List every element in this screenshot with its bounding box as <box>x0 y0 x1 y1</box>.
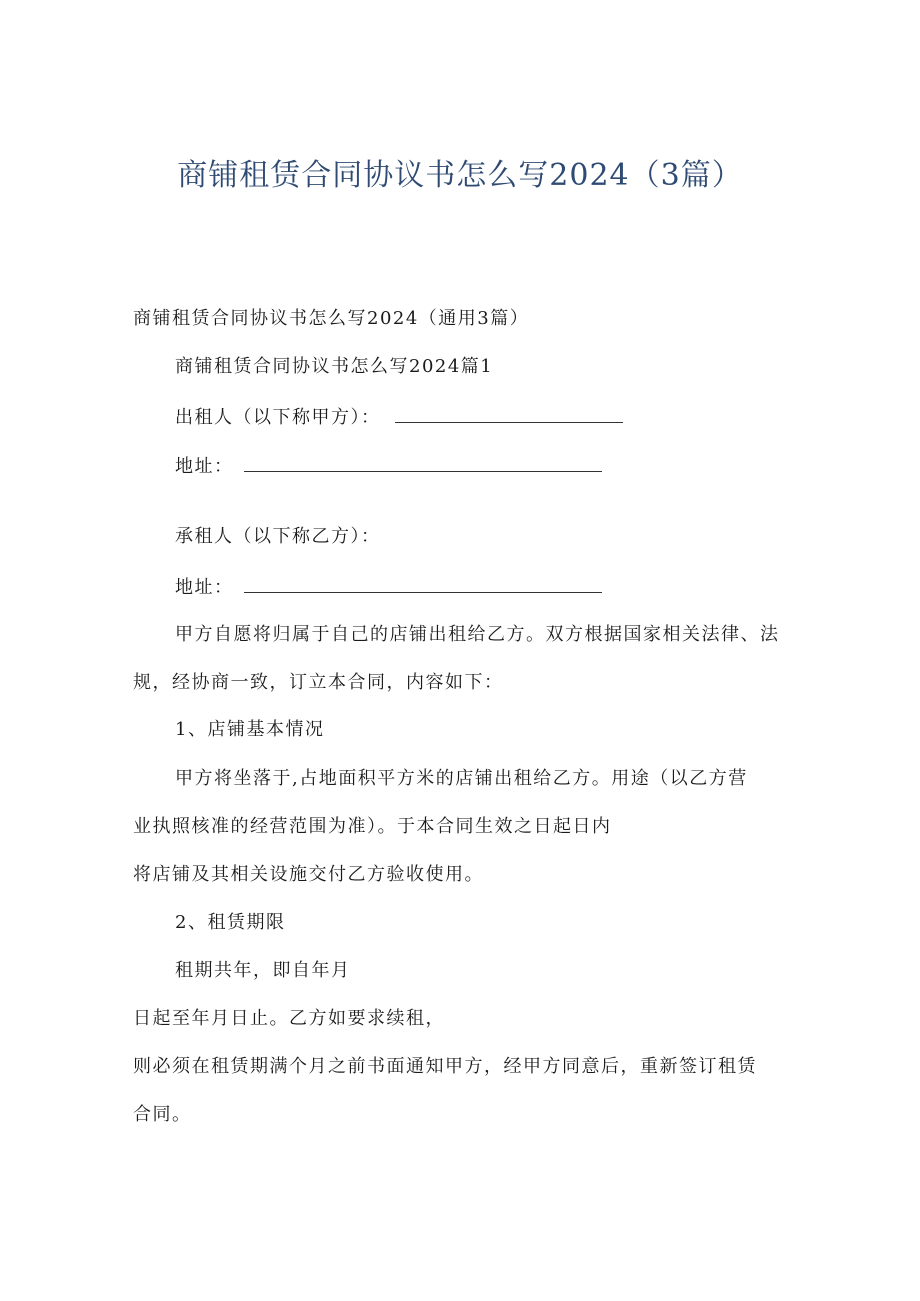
clause-2-line-3: 则必须在租赁期满个月之前书面通知甲方，经甲方同意后，重新签订租赁 <box>133 1056 757 1077</box>
document-subtitle: 商铺租赁合同协议书怎么写2024（通用3篇） <box>133 308 530 329</box>
lessee-address-label: 地址： <box>175 577 234 598</box>
lessee-address-row <box>175 574 602 600</box>
intro-paragraph-line-2: 规，经协商一致，订立本合同，内容如下： <box>133 672 504 693</box>
lessee-address-blank <box>244 574 602 593</box>
clause-1-line-2: 业执照核准的经营范围为准）。于本合同生效之日起日内 <box>133 816 612 837</box>
section-heading: 商铺租赁合同协议书怎么写2024篇1 <box>175 356 494 377</box>
clause-1-line-1: 甲方将坐落于,占地面积平方米的店铺出租给乙方。用途（以乙方营 <box>175 768 748 789</box>
clause-2-line-4: 合同。 <box>133 1104 192 1125</box>
lessee-label: 承租人（以下称乙方）： <box>175 526 381 547</box>
clause-2-heading: 2、租赁期限 <box>175 912 286 933</box>
lessor-row <box>175 404 623 430</box>
lessor-address-blank <box>244 453 602 472</box>
clause-1-heading: 1、店铺基本情况 <box>175 719 325 740</box>
clause-2-line-1: 租期共年，即自年月 <box>175 960 351 981</box>
lessor-address-row <box>175 453 602 479</box>
clause-1-line-3: 将店铺及其相关设施交付乙方验收使用。 <box>133 864 484 885</box>
lessor-address-label: 地址： <box>175 456 234 477</box>
lessor-name-blank <box>395 404 623 423</box>
clause-2-line-2: 日起至年月日止。乙方如要求续租， <box>133 1008 445 1029</box>
intro-paragraph-line-1: 甲方自愿将归属于自己的店铺出租给乙方。双方根据国家相关法律、法 <box>175 624 780 645</box>
document-title: 商铺租赁合同协议书怎么写2024（3篇） <box>177 158 743 193</box>
lessor-label: 出租人（以下称甲方）： <box>175 407 381 428</box>
